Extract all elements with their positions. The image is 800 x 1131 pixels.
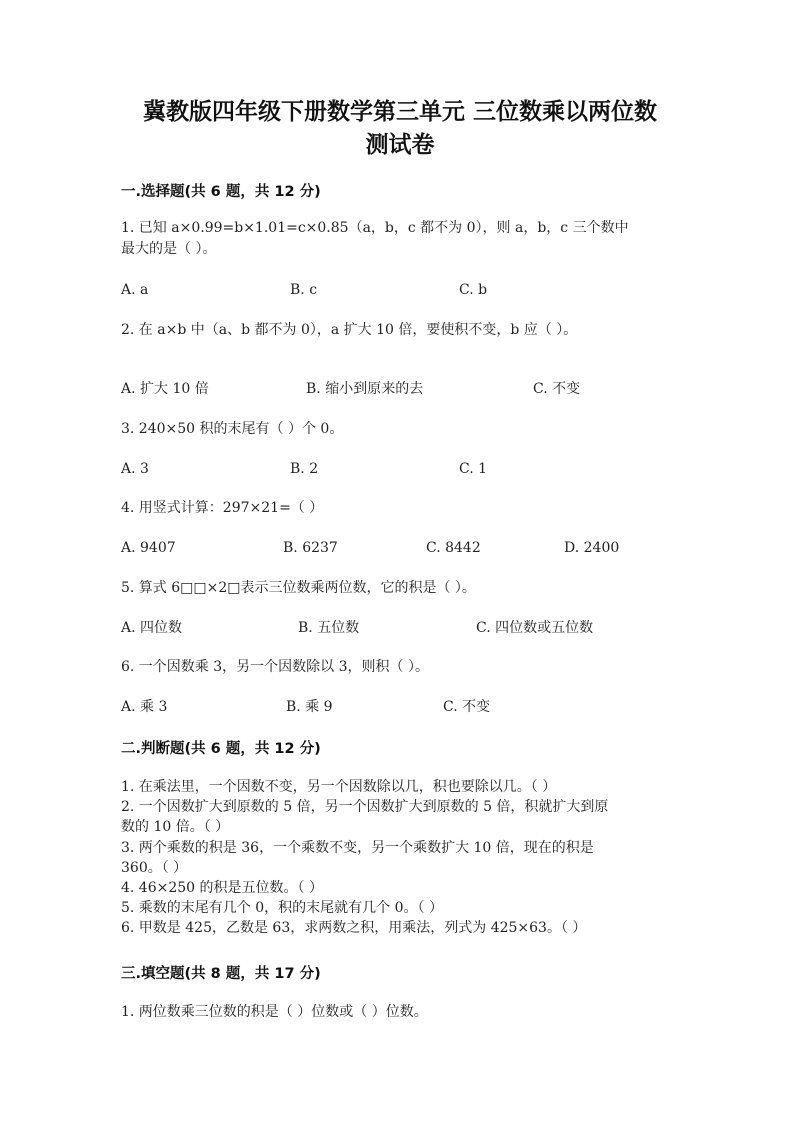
judge-questions <box>121 777 691 939</box>
section-heading-fill: 三.填空题(共 8 题，共 17 分) <box>121 966 321 982</box>
judge-line: 1. 在乘法里，一个因数不变，另一个因数除以几，积也要除以几。（ ） <box>121 779 557 795</box>
option-b: B. 乘 9 <box>286 699 333 715</box>
option-b: B. 2 <box>290 461 319 477</box>
judge-line: 360。（ ） <box>121 859 188 876</box>
question-text: 1. 已知 a×0.99=b×1.01=c×0.85（a，b，c 都不为 0），则 a，b，c 三个数中 <box>121 220 629 236</box>
option-a: A. 3 <box>121 461 149 477</box>
question-text: 最大的是（ ）。 <box>121 241 217 257</box>
option-c: C. 四位数或五位数 <box>476 620 594 636</box>
option-c: C. 1 <box>459 461 488 477</box>
option-a: A. 四位数 <box>121 620 183 636</box>
option-b: B. 缩小到原来的去 <box>306 381 424 397</box>
judge-line: 2. 一个因数扩大到原数的 5 倍，另一个因数扩大到原数的 5 倍，积就扩大到原 <box>121 799 609 816</box>
question-text: 6. 一个因数乘 3，另一个因数除以 3，则积（ ）。 <box>121 659 429 675</box>
section-heading-choice: 一.选择题(共 6 题，共 12 分) <box>121 184 321 200</box>
section-heading-judge: 二.判断题(共 6 题，共 12 分) <box>121 741 321 757</box>
option-a: A. 扩大 10 倍 <box>121 381 209 397</box>
option-b: B. 五位数 <box>298 620 360 636</box>
option-a: A. 乘 3 <box>121 699 168 715</box>
judge-line: 数的 10 倍。（ ） <box>121 819 230 836</box>
option-a: A. a <box>121 282 149 298</box>
option-b: B. c <box>290 282 318 298</box>
option-c: C. b <box>459 282 488 298</box>
question-text: 4. 用竖式计算：297×21=（ ） <box>121 500 324 516</box>
option-a: A. 9407 <box>121 540 176 556</box>
judge-line: 4. 46×250 的积是五位数。（ ） <box>121 880 323 897</box>
option-b: B. 6237 <box>283 540 338 556</box>
page-title <box>100 96 700 162</box>
option-d: D. 2400 <box>564 540 620 556</box>
question-text: 1. 两位数乘三位数的积是（ ）位数或（ ）位数。 <box>121 1004 428 1020</box>
option-c: C. 8442 <box>426 540 481 556</box>
judge-line: 5. 乘数的末尾有几个 0，积的末尾就有几个 0。（ ） <box>121 900 443 917</box>
judge-line: 3. 两个乘数的积是 36，一个乘数不变，另一个乘数扩大 10 倍，现在的积是 <box>121 839 594 856</box>
question-text: 2. 在 a×b 中（a、b 都不为 0），a 扩大 10 倍，要使积不变，b 应（ ）。 <box>121 322 578 338</box>
page-title-line1: 冀教版四年级下册数学第三单元 三位数乘以两位数 <box>142 99 657 125</box>
option-c: C. 不变 <box>443 699 491 715</box>
question-text: 3. 240×50 积的末尾有（ ）个 0。 <box>121 421 344 437</box>
judge-line: 6. 甲数是 425，乙数是 63，求两数之积，用乘法，列式为 425×63。（ ） <box>121 920 587 937</box>
page-title-line2: 测试卷 <box>365 132 435 158</box>
option-c: C. 不变 <box>533 381 581 397</box>
question-text: 5. 算式 6□□×2□表示三位数乘两位数，它的积是（ ）。 <box>121 580 476 596</box>
